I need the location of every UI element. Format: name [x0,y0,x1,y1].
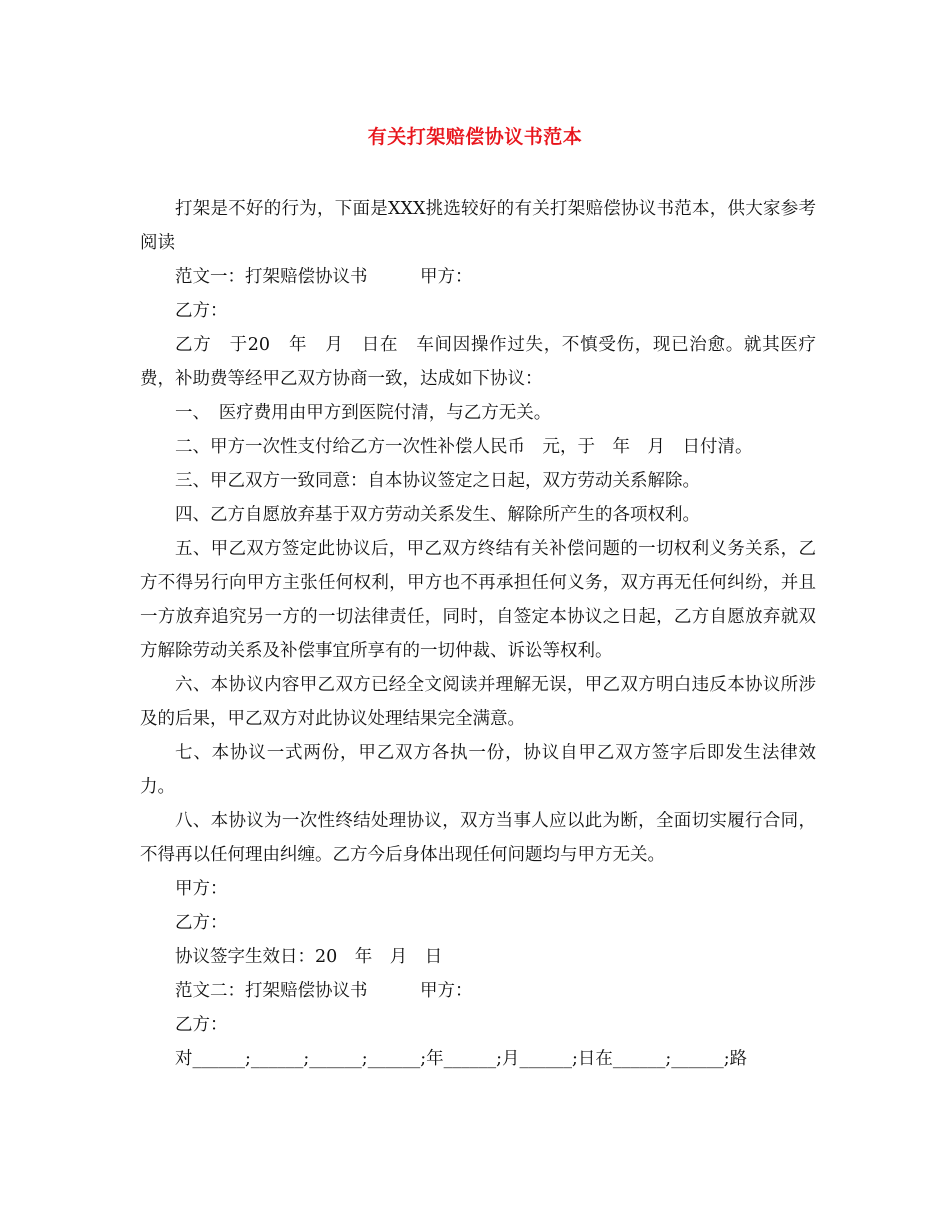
clause-eight: 八、本协议为一次性终结处理协议，双方当事人应以此为断，全面切实履行合同，不得再以任何理由纠缠。乙方今后身体出现任何问题均与甲方无关。 [140,811,816,865]
clause-two: 二、甲方一次性支付给乙方一次性补偿人民币 元，于 年 月 日付清。 [175,437,753,457]
party-b-signature-line: 乙方： [175,913,228,933]
party-b-line: 乙方： [175,301,228,321]
clause-four: 四、乙方自愿放弃基于双方劳动关系发生、解除所产生的各项权利。 [175,505,700,525]
document-body [140,192,816,1076]
clause-six: 六、本协议内容甲乙双方已经全文阅读并理解无误，甲乙双方明白违反本协议所涉及的后果，甲乙双方对此协议处理结果完全满意。 [140,675,816,729]
party-a-signature-line: 甲方： [175,879,228,899]
sample-one-heading: 范文一：打架赔偿协议书 甲方： [175,267,473,287]
intro-paragraph: 打架是不好的行为，下面是XXX挑选较好的有关打架赔偿协议书范本，供大家参考阅读 [140,199,816,253]
document-title: 有关打架赔偿协议书范本 [367,126,583,148]
clause-one: 一、 医疗费用由甲方到医院付清，与乙方无关。 [175,403,552,423]
clause-three: 三、甲乙双方一致同意：自本协议签定之日起，双方劳动关系解除。 [175,471,700,491]
clause-five: 五、甲乙双方签定此协议后，甲乙双方终结有关补偿问题的一切权利义务关系，乙方不得另行向甲方主张任何权利，甲方也不再承担任何义务，双方再无任何纠纷，并且一方放弃追究另一方的一切法律责任，同时，自签定本协议之日起，乙方自愿放弃就双方解除劳动关系及补偿事宜所享有的一切仲裁、诉讼等权利。 [140,539,816,661]
incident-paragraph: 乙方 于20 年 月 日在 车间因操作过失，不慎受伤，现已治愈。就其医疗费，补助费等经甲乙双方协商一致，达成如下协议： [140,335,816,389]
sample-two-party-b-line: 乙方： [175,1015,228,1035]
clause-seven: 七、本协议一式两份，甲乙双方各执一份，协议自甲乙双方签字后即发生法律效力。 [140,743,816,797]
effective-date-line: 协议签字生效日：20 年 月 日 [175,947,443,967]
sample-two-heading: 范文二：打架赔偿协议书 甲方： [175,981,473,1001]
blank-fill-line: 对______;______;______;______;年______;月______;日在______;______;路 [175,1049,748,1069]
